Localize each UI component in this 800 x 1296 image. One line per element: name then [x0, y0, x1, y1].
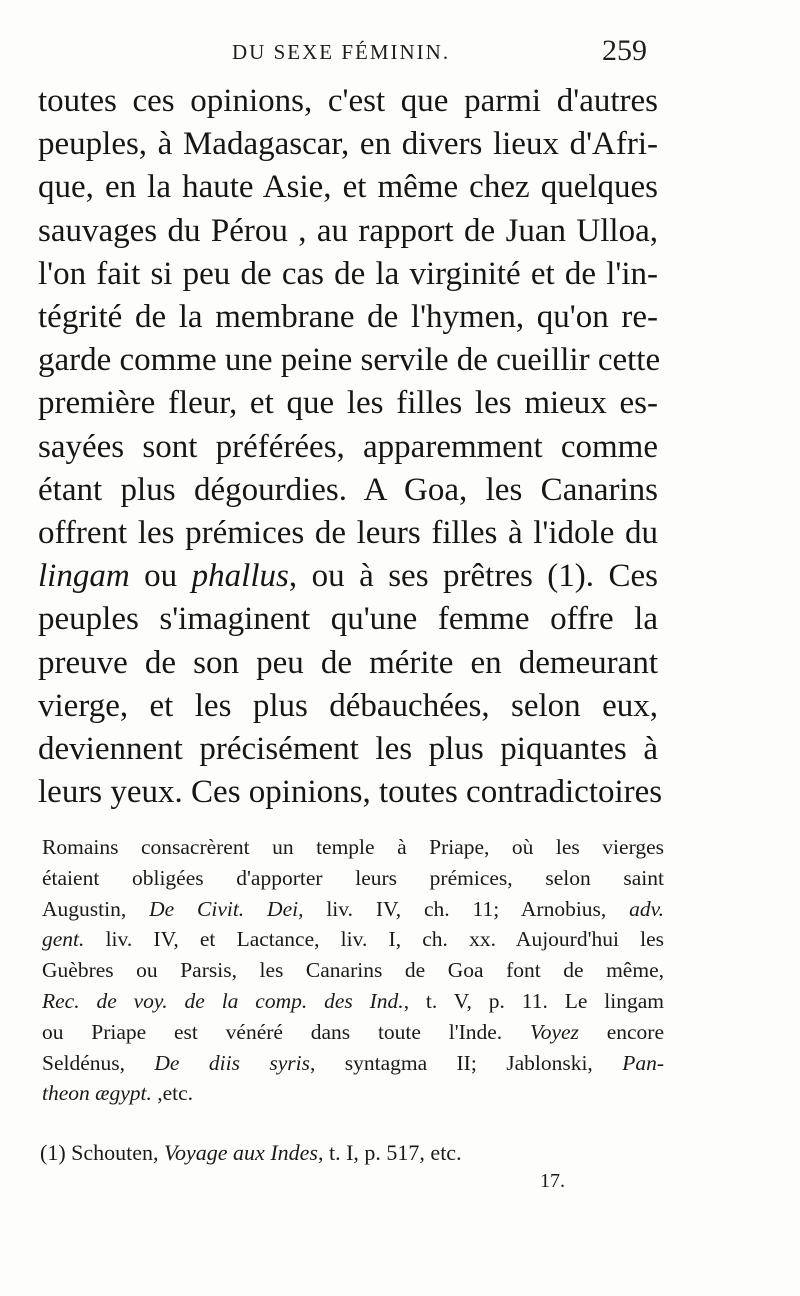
- note-italic: Rec. de voy. de la comp. des Ind.: [42, 988, 404, 1013]
- text-line: tégrité de la membrane de l'hymen, qu'on re-: [38, 299, 658, 336]
- text-line: offrent les prémices de leurs filles à l'idole du: [38, 515, 658, 552]
- note-fragment: ,etc.: [151, 1081, 194, 1106]
- italic-word: lingam: [38, 558, 130, 595]
- running-head: [0, 34, 800, 74]
- note-italic: adv.: [629, 896, 664, 921]
- note-fragment: Augustin,: [42, 896, 150, 921]
- continued-note: [42, 832, 666, 1109]
- text-line: preuve de son peu de mérite en demeurant: [38, 644, 658, 681]
- text-line: que, en la haute Asie, et même chez quelques: [38, 169, 658, 206]
- text-line: sayées sont préférées, apparemment comme: [38, 428, 658, 465]
- note-line: [42, 1078, 664, 1109]
- note-line: Romains consacrèrent un temple à Priape, où les vierges: [42, 835, 664, 859]
- note-italic: theon ægypt.: [42, 1081, 152, 1106]
- note-line: [42, 1017, 664, 1048]
- text-line-mixed: [38, 555, 658, 598]
- running-title: DU SEXE FÉMININ.: [232, 40, 451, 64]
- note-fragment: ou Priape est vénéré dans toute l'Inde.: [42, 1019, 530, 1044]
- note-fragment: , syntagma II; Jablonski,: [309, 1050, 623, 1075]
- footnote-fragment: (1) Schouten,: [40, 1140, 165, 1165]
- note-fragment: encore: [578, 1019, 665, 1044]
- text-line: peuples s'imaginent qu'une femme offre la: [38, 601, 658, 638]
- text-line: toutes ces opinions, c'est que parmi d'autres: [38, 83, 658, 119]
- text-line: garde comme une peine servile de cueillir cette: [38, 342, 661, 379]
- note-line: [42, 894, 664, 925]
- note-line: [42, 986, 664, 1017]
- note-italic: De Civit. Dei,: [149, 896, 304, 921]
- text-line: peuples, à Madagascar, en divers lieux d'Afri-: [38, 126, 658, 163]
- note-fragment: liv. IV, et Lactance, liv. I, ch. xx. Aujourd'hui les: [84, 927, 664, 952]
- text-line: sauvages du Pérou , au rapport de Juan Ulloa,: [38, 212, 658, 249]
- note-italic: De diis syris: [154, 1050, 310, 1075]
- note-line: [42, 924, 664, 955]
- text-line: l'on fait si peu de cas de la virginité et de l'in-: [38, 255, 658, 292]
- text-line: première fleur, et que les filles les mieux es-: [38, 385, 658, 422]
- note-fragment: Seldénus,: [42, 1050, 155, 1075]
- main-text: [38, 80, 678, 814]
- note-fragment: , t. V, p. 11. Le lingam: [403, 988, 664, 1013]
- page-number: 259: [602, 34, 647, 67]
- text-line: leurs yeux. Ces opinions, toutes contradictoires: [38, 774, 663, 811]
- note-line: Guèbres ou Parsis, les Canarins de Goa font de même,: [42, 958, 664, 983]
- footnote-fragment: , t. I, p. 517, etc.: [317, 1140, 462, 1165]
- text-fragment: ou: [129, 558, 192, 595]
- note-line: étaient obligées d'apporter leurs prémices, selon saint: [42, 865, 664, 890]
- text-line: vierge, et les plus débauchées, selon eux,: [38, 687, 658, 724]
- text-line: étant plus dégourdies. A Goa, les Canarins: [38, 471, 658, 508]
- note-fragment: liv. IV, ch. 11; Arnobius,: [303, 896, 630, 921]
- note-italic: Pan-: [622, 1050, 664, 1075]
- footnote-italic: Voyage aux Indes: [164, 1140, 318, 1165]
- note-italic: Voyez: [529, 1019, 579, 1044]
- italic-word: phallus: [191, 558, 289, 595]
- note-italic: gent.: [42, 927, 85, 952]
- text-line: deviennent précisément les plus piquantes à: [38, 731, 658, 768]
- footnote: [40, 1138, 660, 1168]
- text-fragment: , ou à ses prêtres (1). Ces: [288, 558, 659, 595]
- note-line: [42, 1048, 664, 1079]
- signature-mark: 17.: [540, 1170, 565, 1192]
